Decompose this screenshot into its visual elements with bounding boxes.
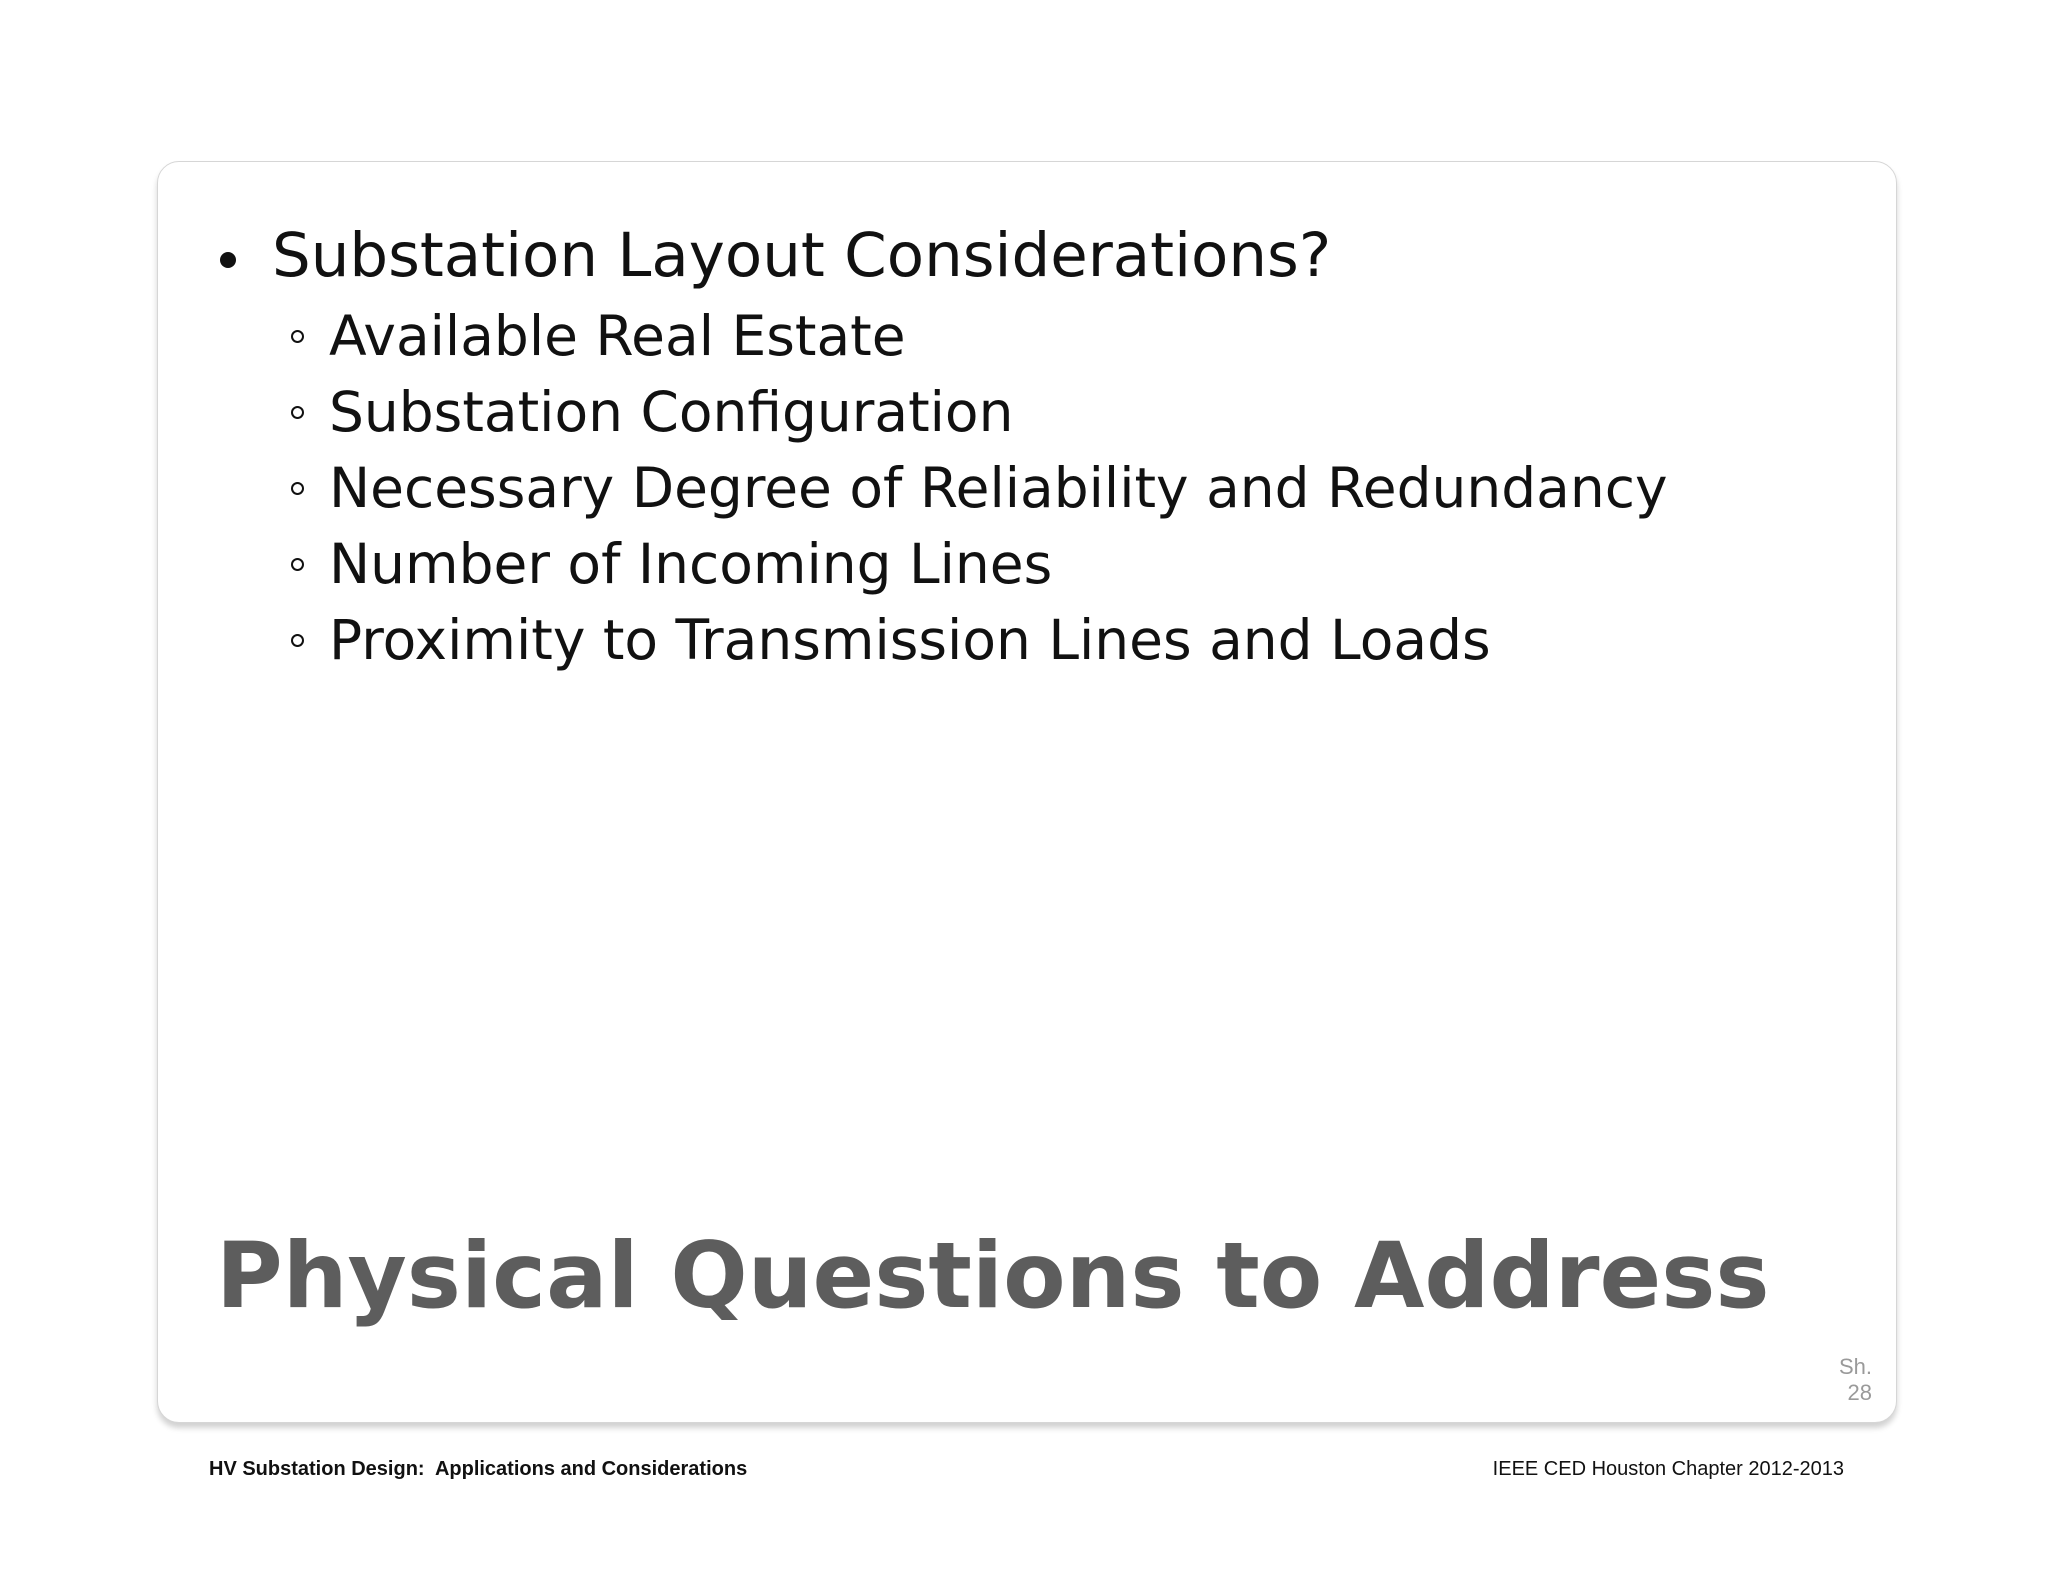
sub-bullet-text: Substation Configuration	[329, 380, 1014, 444]
footer-left-text: HV Substation Design: Applications and Considerations	[209, 1458, 748, 1480]
sub-bullet-text: Proximity to Transmission Lines and Loads	[329, 608, 1491, 672]
hollow-bullet-icon	[291, 558, 304, 571]
sheet-label: Sh.	[1838, 1354, 1872, 1379]
hollow-bullet-icon	[291, 330, 304, 343]
hollow-bullet-icon	[291, 482, 304, 495]
bullet-dot-icon	[220, 252, 236, 268]
sub-bullet-text: Number of Incoming Lines	[329, 532, 1053, 596]
slide-title: Physical Questions to Address	[216, 1224, 1770, 1329]
sheet-number	[1839, 1354, 1872, 1406]
sheet-number-value: 28	[1847, 1380, 1872, 1405]
sub-bullet-text: Available Real Estate	[329, 304, 906, 368]
sub-bullet-text: Necessary Degree of Reliability and Redundancy	[329, 456, 1668, 520]
footer-right-text: IEEE CED Houston Chapter 2012-2013	[1492, 1458, 1844, 1480]
hollow-bullet-icon	[291, 634, 304, 647]
hollow-bullet-icon	[291, 406, 304, 419]
main-bullet-text: Substation Layout Considerations?	[272, 220, 1332, 291]
